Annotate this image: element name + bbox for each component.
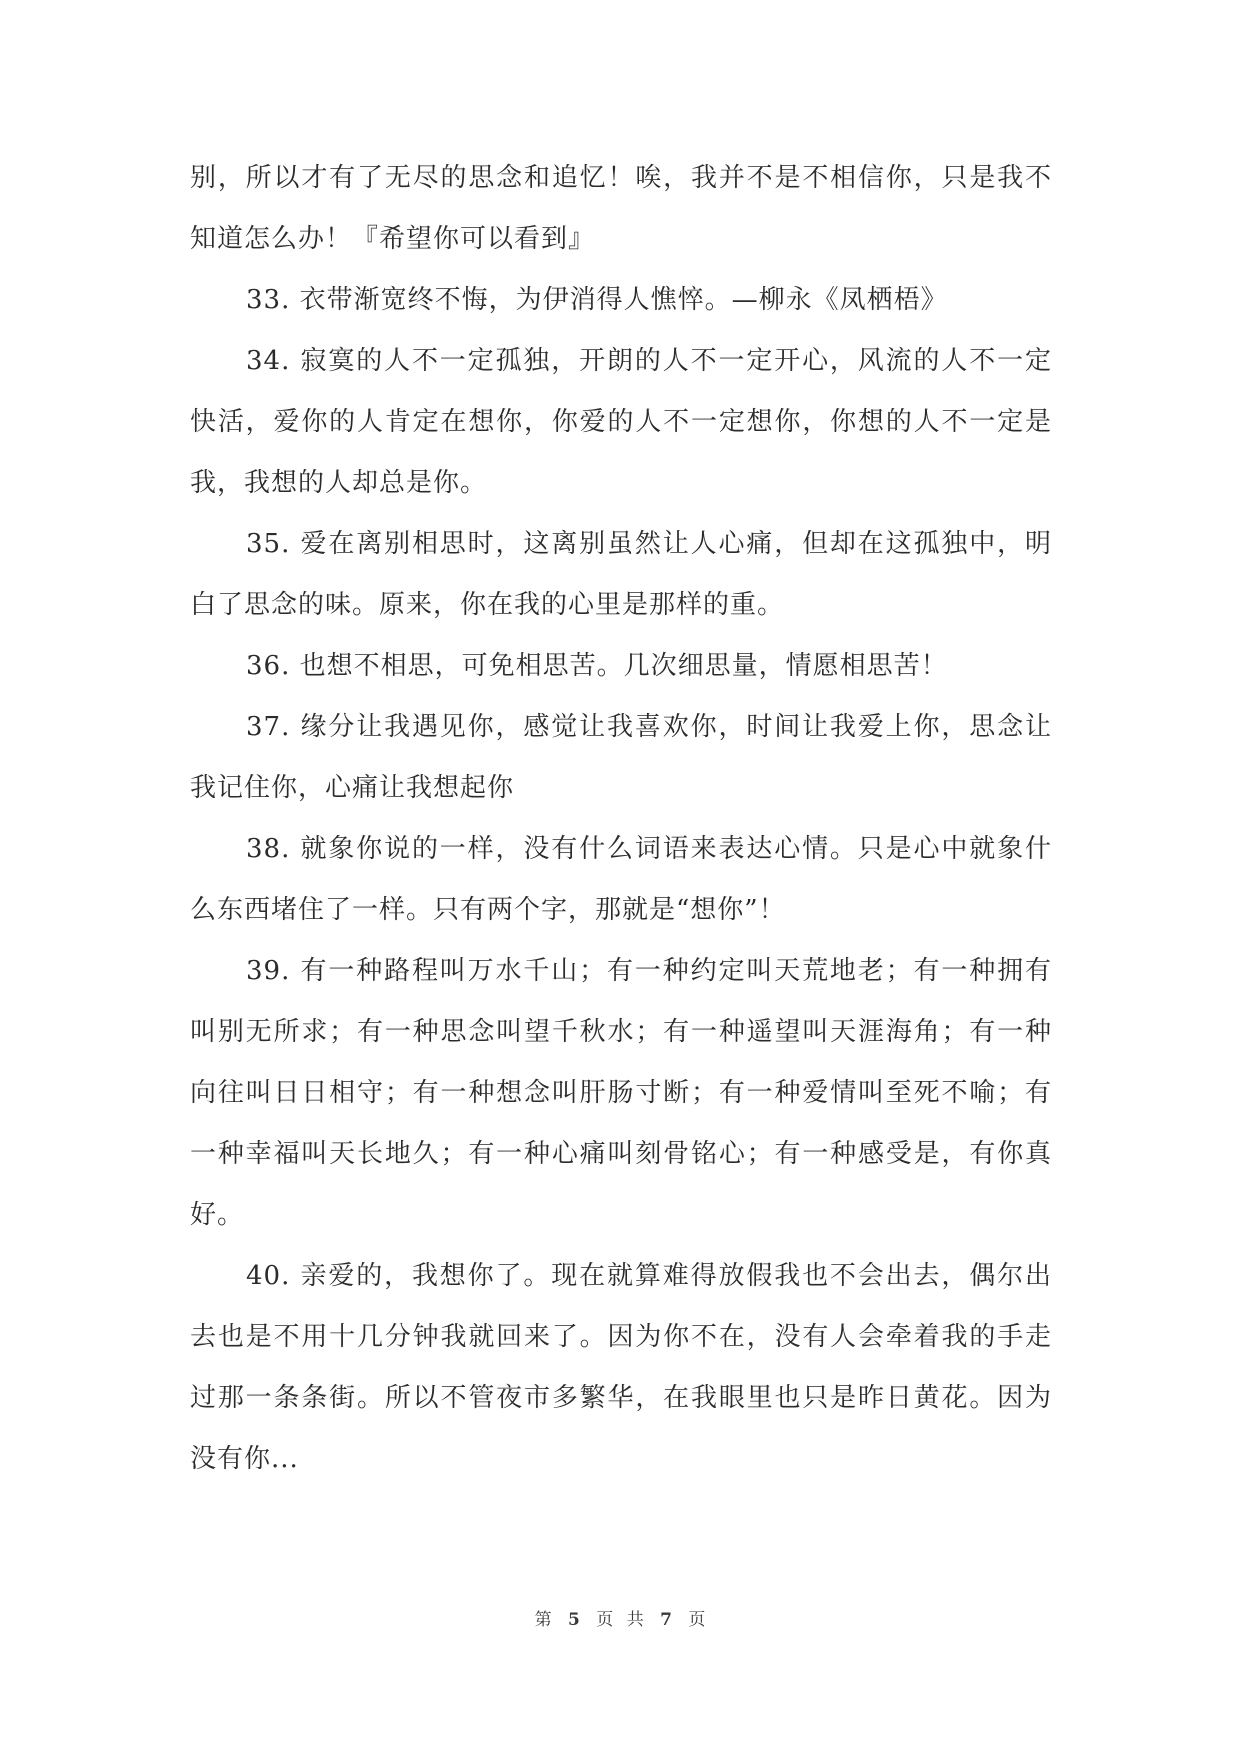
body-text [190,148,1052,1490]
total-pages-number: 7 [660,1610,673,1630]
paragraph-34: 34. 寂寞的人不一定孤独，开朗的人不一定开心，风流的人不一定快活，爱你的人肯定在想你，你爱的人不一定想你，你想的人不一定是我，我想的人却总是你。 [190,346,1052,498]
footer-word-gong: 共 [626,1610,645,1630]
current-page-number: 5 [568,1610,581,1630]
paragraph-39: 39. 有一种路程叫万水千山；有一种约定叫天荒地老；有一种拥有叫别无所求；有一种思念叫望千秋水；有一种遥望叫天涯海角；有一种向往叫日日相守；有一种想念叫肝肠寸断；有一种爱情叫至死不喻；有一种幸福叫天长地久；有一种心痛叫刻骨铭心；有一种感受是，有你真好。 [190,956,1052,1230]
footer-word-ye-2: 页 [688,1610,707,1630]
paragraph-37: 37. 缘分让我遇见你，感觉让我喜欢你，时间让我爱上你，思念让我记住你，心痛让我想起你 [190,712,1052,803]
paragraph-33: 33. 衣带渐宽终不悔，为伊消得人憔悴。—柳永《凤栖梧》 [246,285,948,315]
page-footer [0,1605,1241,1630]
paragraph-36: 36. 也想不相思，可免相思苦。几次细思量，情愿相思苦！ [246,651,948,681]
footer-word-ye: 页 [596,1610,615,1630]
paragraph-40: 40. 亲爱的，我想你了。现在就算难得放假我也不会出去，偶尔出去也是不用十几分钟我就回来了。因为你不在，没有人会牵着我的手走过那一条条街。所以不管夜市多繁华，在我眼里也只是昨日黄花。因为没有你... [190,1261,1052,1474]
footer-word-di: 第 [534,1610,553,1630]
paragraph-38: 38. 就象你说的一样，没有什么词语来表达心情。只是心中就象什么东西堵住了一样。只有两个字，那就是“想你”！ [190,834,1052,925]
paragraph-35: 35. 爱在离别相思时，这离别虽然让人心痛，但却在这孤独中，明白了思念的味。原来，你在我的心里是那样的重。 [190,529,1052,620]
paragraph-continuation: 别，所以才有了无尽的思念和追忆！唉，我并不是不相信你，只是我不知道怎么办！『希望你可以看到』 [190,163,1052,254]
